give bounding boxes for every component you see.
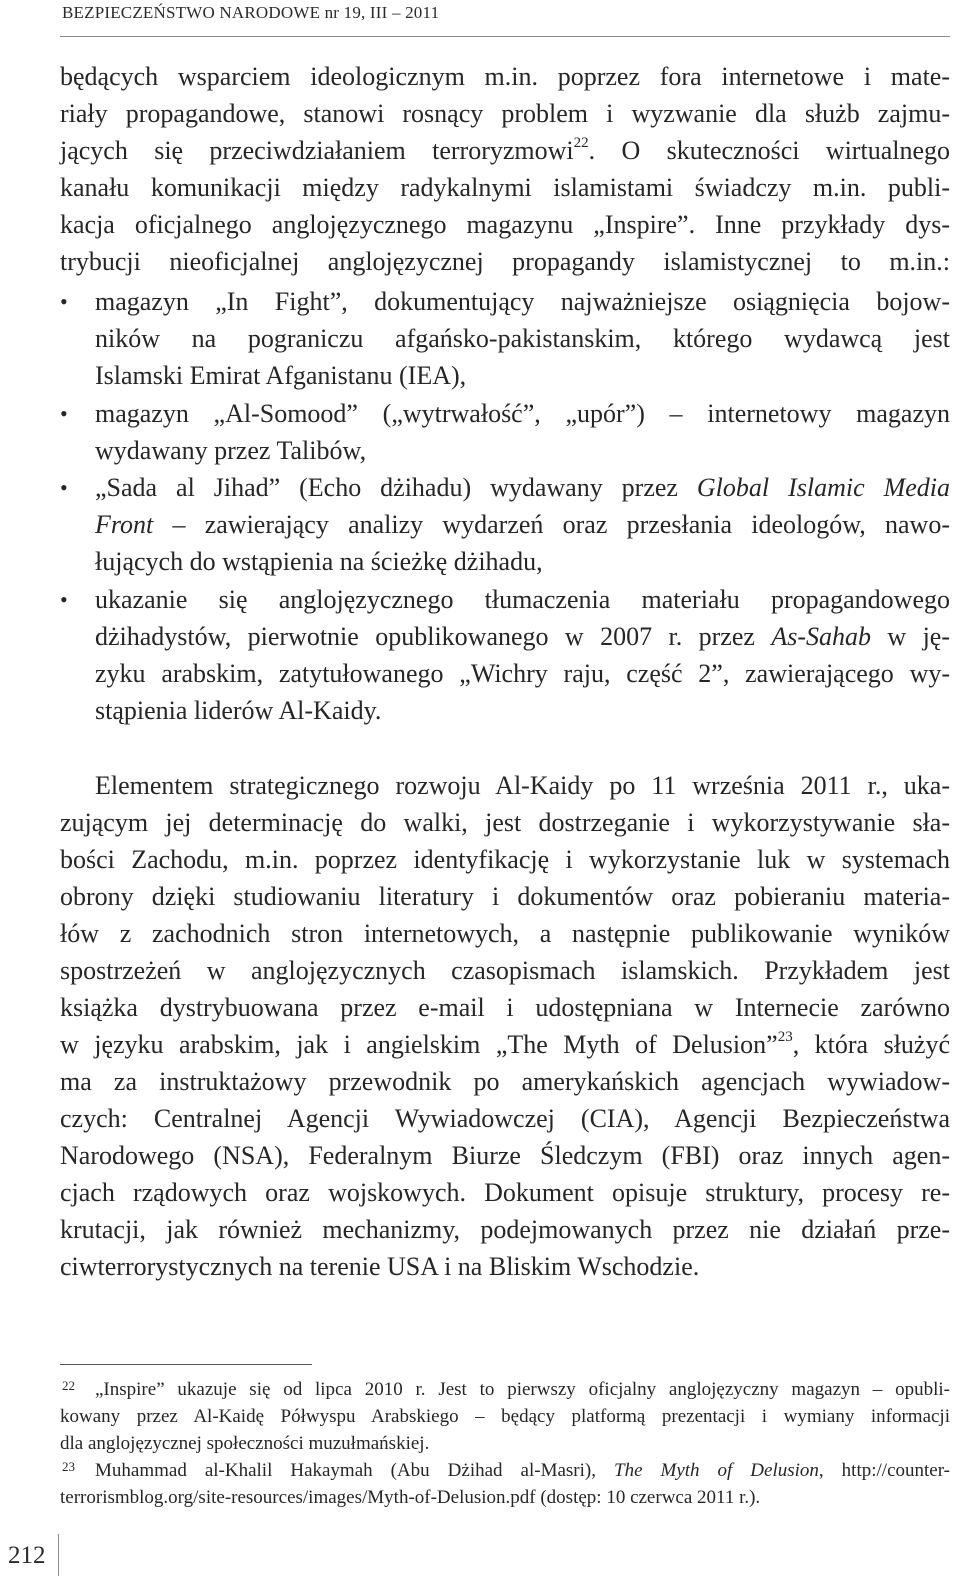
text-line: cjach rządowych oraz wojskowych. Dokument opisuje struktury, procesy re- <box>60 1178 950 1207</box>
text-line: „Sada al Jihad” (Echo dżihadu) wydawany przez Global Islamic Media <box>95 473 951 502</box>
text-line: stąpienia liderów Al-Kaidy. <box>95 696 382 725</box>
text-line: Elementem strategicznego rozwoju Al-Kaidy po 11 września 2011 r., uka- <box>95 771 950 800</box>
bullet-marker: • <box>60 289 68 314</box>
text-line: magazyn „In Fight”, dokumentujący najważniejsze osiągnięcia bojow- <box>95 287 950 316</box>
text-line: wydawany przez Talibów, <box>95 436 367 465</box>
text-line: ukazanie się anglojęzycznego tłumaczenia materiału propagandowego <box>95 585 950 614</box>
text-line: Narodowego (NSA), Federalnym Biurze Śledczym (FBI) oraz innych agen- <box>60 1141 950 1170</box>
running-header <box>60 0 950 37</box>
footnote-number: 22 <box>62 1378 75 1393</box>
text-line: jących się przeciwdziałaniem terroryzmowi$^{22}$. O skuteczności wirtualnego <box>60 135 950 165</box>
text-line: krutacji, jak również mechanizmy, podejmowanych przez nie działań prze- <box>60 1215 950 1244</box>
footnote-divider <box>60 1364 312 1365</box>
footnote-line: dla anglojęzycznej społeczności muzułmańskiej. <box>60 1433 430 1454</box>
text-line: zującym jej determinację do walki, jest dostrzeganie i wykorzystywanie sła- <box>60 808 950 837</box>
text-line: zyku arabskim, zatytułowanego „Wichry raju, część 2”, zawierającego wy- <box>95 659 950 688</box>
text-line: Front – zawierający analizy wydarzeń oraz przesłania ideologów, nawo- <box>95 510 950 539</box>
journal-title: BEZPIECZEŃSTWO NARODOWE nr 19, III – 2011 <box>62 3 440 22</box>
text-line: bości Zachodu, m.in. poprzez identyfikację i wykorzystanie luk w systemach <box>60 845 950 874</box>
text-line: dżihadystów, pierwotnie opublikowanego w 2007 r. przez As-Sahab w ję- <box>95 622 950 651</box>
bullet-marker: • <box>60 475 68 500</box>
text-line: książka dystrybuowana przez e-mail i udostępniana w Internecie zarówno <box>60 993 950 1022</box>
text-line: ma za instruktażowy przewodnik po amerykańskich agencjach wywiadow- <box>60 1067 950 1096</box>
footnote-line: Muhammad al-Khalil Hakaymah (Abu Dżihad al-Masri), The Myth of Delusion, http://counter- <box>95 1460 950 1481</box>
text-line: Islamski Emirat Afganistanu (IEA), <box>95 361 467 390</box>
text-line: riały propagandowe, stanowi rosnący problem i wyzwanie dla służb zajmu- <box>60 99 950 128</box>
bullet-marker: • <box>60 401 68 426</box>
text-line: trybucji nieoficjalnej anglojęzycznej propagandy islamistycznej to m.in.: <box>60 247 950 276</box>
text-line: obrony dzięki studiowaniu literatury i dokumentów oraz pobieraniu materia- <box>60 882 950 911</box>
text-line: ników na pograniczu afgańsko-pakistanskim, którego wydawcą jest <box>95 324 950 353</box>
text-line: łujących do wstąpienia na ścieżkę dżihadu, <box>95 547 543 576</box>
text-line: będących wsparciem ideologicznym m.in. poprzez fora internetowe i mate- <box>60 62 950 91</box>
bullet-marker: • <box>60 587 68 612</box>
text-line: spostrzeżeń w anglojęzycznych czasopismach islamskich. Przykładem jest <box>60 956 950 985</box>
footnote-line: „Inspire” ukazuje się od lipca 2010 r. Jest to pierwszy oficjalny anglojęzyczny magazyn – opubli- <box>95 1379 950 1400</box>
page-number: 212 <box>8 1542 46 1569</box>
footnote-line: kowany przez Al-Kaidę Półwyspu Arabskiego – będący platformą prezentacji i wymiany informacji <box>60 1406 950 1427</box>
text-line: kanału komunikacji między radykalnymi islamistami świadczy m.in. publi- <box>60 173 950 202</box>
text-line: łów z zachodnich stron internetowych, a następnie publikowanie wyników <box>60 919 950 948</box>
text-line: kacja oficjalnego anglojęzycznego magazynu „Inspire”. Inne przykłady dys- <box>60 210 950 239</box>
text-line: w języku arabskim, jak i angielskim „The Myth of Delusion”$^{23}$, która służyć <box>60 1029 950 1059</box>
text-line: magazyn „Al-Somood” („wytrwałość”, „upór”) – internetowy magazyn <box>95 399 950 428</box>
text-line: czych: Centralnej Agencji Wywiadowczej (CIA), Agencji Bezpieczeństwa <box>60 1104 950 1133</box>
footnote-link-line[interactable]: terrorismblog.org/site-resources/images/Myth-of-Delusion.pdf (dostęp: 10 czerwca 2011 r.). <box>60 1487 761 1508</box>
text-line: ciwterrorystycznych na terenie USA i na Bliskim Wschodzie. <box>60 1252 700 1281</box>
footnote-number: 23 <box>62 1459 75 1474</box>
page-number-box <box>0 1534 59 1576</box>
footnote-ref-23[interactable]: 23 <box>777 1029 793 1046</box>
footnote-ref-22[interactable]: 22 <box>573 135 589 152</box>
